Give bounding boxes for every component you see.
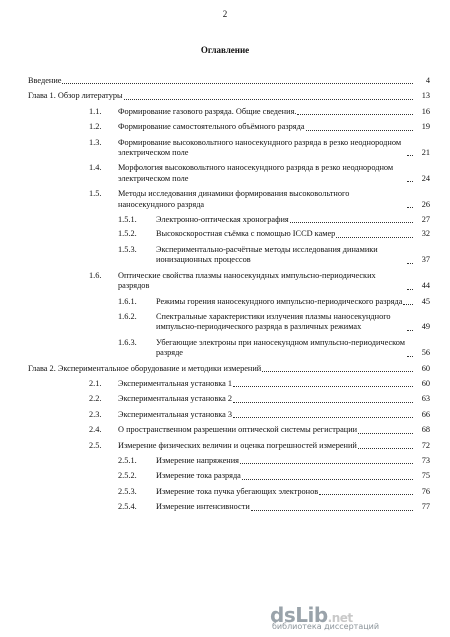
toc-entry-title: Формирование самостоятельного объёмного разряда <box>118 122 305 132</box>
toc-entry[interactable] <box>28 487 430 497</box>
toc-entry[interactable] <box>28 138 430 159</box>
toc-entry-title: Экспериментальная установка 2 <box>118 394 233 404</box>
toc-entry[interactable] <box>28 502 430 512</box>
toc-entry-title: Методы исследования динамики формирования высоковольтного наносекундного разряда <box>118 189 350 209</box>
toc-entry-page: 49 <box>421 322 430 332</box>
toc-entry-page: 26 <box>421 199 430 209</box>
toc-entry-title: Измерение интенсивности <box>156 502 250 512</box>
toc-entry-page: 45 <box>421 296 430 306</box>
page-number: 2 <box>222 9 228 19</box>
toc-entry-number: 1.5.3. <box>118 244 137 254</box>
toc-entry-number: 1.6.3. <box>118 337 137 347</box>
toc-entry[interactable] <box>28 229 430 239</box>
toc-entry[interactable] <box>28 338 430 359</box>
toc-entry-title: Высокоскоростная съёмка с помощью ICCD камер <box>156 229 336 239</box>
dot-leader <box>407 356 413 357</box>
toc-entry-title: Глава 2. Экспериментальное оборудование и методики измерений <box>28 363 262 373</box>
toc-entry-title: Измерение тока пучка убегающих электронов <box>156 486 319 496</box>
toc-entry-title: Введение <box>28 76 62 85</box>
toc-entry-page: 21 <box>421 148 430 158</box>
toc-entry-title: Электронно-оптическая хронография <box>156 215 289 225</box>
toc-entry[interactable] <box>28 364 430 374</box>
toc-entry[interactable] <box>28 122 430 132</box>
dot-leader <box>262 371 413 372</box>
toc-entry[interactable] <box>28 471 430 481</box>
dot-leader <box>403 304 413 305</box>
toc-entry-page: 72 <box>421 440 430 450</box>
toc-entry-page: 19 <box>421 122 430 132</box>
toc-entry[interactable] <box>28 379 430 389</box>
toc-entry-page: 75 <box>421 471 430 481</box>
toc-entry[interactable] <box>28 410 430 420</box>
watermark-caption: библиотека диссертаций <box>272 622 380 631</box>
dot-leader <box>124 99 413 100</box>
toc-entry-page: 60 <box>421 363 430 373</box>
dot-leader <box>407 330 413 331</box>
dot-leader <box>297 114 413 115</box>
toc-entry-title: Морфология высоковольтного наносекундного разряда в резко неоднородном электрическом поле <box>118 163 394 183</box>
watermark <box>270 603 438 631</box>
toc-entry[interactable] <box>28 271 430 292</box>
toc-entry-title: Оптические свойства плазмы наносекундных импульсно-периодических разрядов <box>118 270 376 291</box>
toc-entry-title: Экспериментально-расчётные методы исследования динамики ионизационных процессов <box>156 244 378 265</box>
toc-entry-page: 56 <box>421 348 430 358</box>
toc-entry-number: 1.4. <box>89 163 102 173</box>
toc-entry-title: О пространственном разрешении оптической системы регистрации <box>118 425 358 435</box>
toc-entry[interactable] <box>28 91 430 101</box>
dot-leader <box>233 386 413 387</box>
toc-entry-page: 76 <box>421 486 430 496</box>
dot-leader <box>319 494 413 495</box>
toc-entry-page: 37 <box>421 255 430 265</box>
toc-entry-title: Формирование высоковольтного наносекундного разряда в резко неоднородном электрическом поле <box>118 137 402 158</box>
dot-leader <box>407 263 413 264</box>
toc-title: Оглавление <box>200 45 250 55</box>
toc-entry-number: 2.2. <box>89 394 102 404</box>
dot-leader <box>290 222 413 223</box>
toc-entry[interactable] <box>28 215 430 225</box>
toc-entry-number: 2.4. <box>89 425 102 435</box>
dot-leader <box>62 83 413 84</box>
toc-entry-title: Убегающие электроны при наносекундном импульсно-периодическом разряде <box>156 337 405 358</box>
dot-leader <box>407 181 413 182</box>
toc-entry[interactable] <box>28 394 430 404</box>
dot-leader <box>407 207 413 208</box>
toc-entry-page: 16 <box>421 106 430 116</box>
toc-entry[interactable] <box>28 163 430 184</box>
dot-leader <box>358 433 413 434</box>
toc-entry-title: Экспериментальная установка 3 <box>118 409 233 419</box>
toc-entry[interactable] <box>28 456 430 466</box>
toc-entry-number: 1.3. <box>89 137 102 147</box>
toc-entry-number: 2.5.2. <box>118 471 137 481</box>
toc-entry-page: 68 <box>421 425 430 435</box>
toc-entry-number: 2.5.1. <box>118 455 137 465</box>
toc-entry[interactable] <box>28 107 430 117</box>
toc-entry-number: 1.6.1. <box>118 296 137 306</box>
toc-entry-page: 77 <box>421 502 430 512</box>
toc-entry-number: 2.5. <box>89 440 102 450</box>
toc-entry-title: Экспериментальная установка 1 <box>118 378 233 388</box>
toc-entry[interactable] <box>28 297 430 307</box>
toc-entry-page: 32 <box>421 229 430 239</box>
toc-entry-number: 2.5.4. <box>118 502 137 512</box>
toc-entry-number: 1.1. <box>89 106 102 116</box>
toc-entry-page: 13 <box>421 91 430 101</box>
toc-entry-number: 1.2. <box>89 122 102 132</box>
toc-entry-title: Глава 1. Обзор литературы <box>28 91 123 101</box>
toc-entry[interactable] <box>28 425 430 435</box>
toc-entry-page: 24 <box>421 173 430 183</box>
toc-entry-page: 27 <box>421 215 430 225</box>
toc-entry-number: 1.5.1. <box>118 215 137 225</box>
dot-leader <box>233 402 413 403</box>
toc-entry-number: 1.6.2. <box>118 311 137 321</box>
toc-entry-number: 1.5. <box>89 189 102 199</box>
toc-entry-title: Измерение тока разряда <box>156 471 241 481</box>
toc-entry-number: 2.3. <box>89 409 102 419</box>
toc-entry-page: 63 <box>421 394 430 404</box>
dot-leader <box>358 448 413 449</box>
dot-leader <box>233 417 413 418</box>
dot-leader <box>407 289 413 290</box>
toc-entry[interactable] <box>28 245 430 266</box>
watermark-logo: dsLib.net <box>270 603 353 627</box>
toc-entry-page: 73 <box>421 455 430 465</box>
dot-leader <box>240 463 413 464</box>
toc-entry-title: Измерение напряжения <box>156 455 239 465</box>
toc-entry-title: Режимы горения наносекундного импульсно-периодического разряда <box>156 296 403 306</box>
toc-entry-title: Спектральные характеристики излучения плазмы наносекундного импульсно-периодического разряда в различных режимах <box>156 311 391 332</box>
dot-leader <box>251 510 413 511</box>
toc-entry-page: 60 <box>421 378 430 388</box>
toc-entry[interactable] <box>28 441 430 451</box>
toc-entry-number: 2.5.3. <box>118 486 137 496</box>
toc-entry-number: 2.1. <box>89 378 102 388</box>
toc-entry-page: 66 <box>421 409 430 419</box>
toc-entry-title: Измерение физических величин и оценка погрешностей измерений <box>118 440 357 450</box>
toc-entry[interactable] <box>28 189 430 210</box>
toc-entry[interactable] <box>28 76 430 86</box>
toc-entry-number: 1.6. <box>89 270 102 280</box>
table-of-contents <box>28 76 430 518</box>
dot-leader <box>407 155 413 156</box>
toc-entry-number: 1.5.2. <box>118 229 137 239</box>
dot-leader <box>336 237 413 238</box>
dot-leader <box>306 130 413 131</box>
toc-entry[interactable] <box>28 312 430 333</box>
toc-entry-page: 44 <box>421 281 430 291</box>
toc-entry-page: 4 <box>425 76 430 85</box>
dot-leader <box>242 479 413 480</box>
toc-entry-title: Формирование газового разряда. Общие сведения. <box>118 106 297 116</box>
